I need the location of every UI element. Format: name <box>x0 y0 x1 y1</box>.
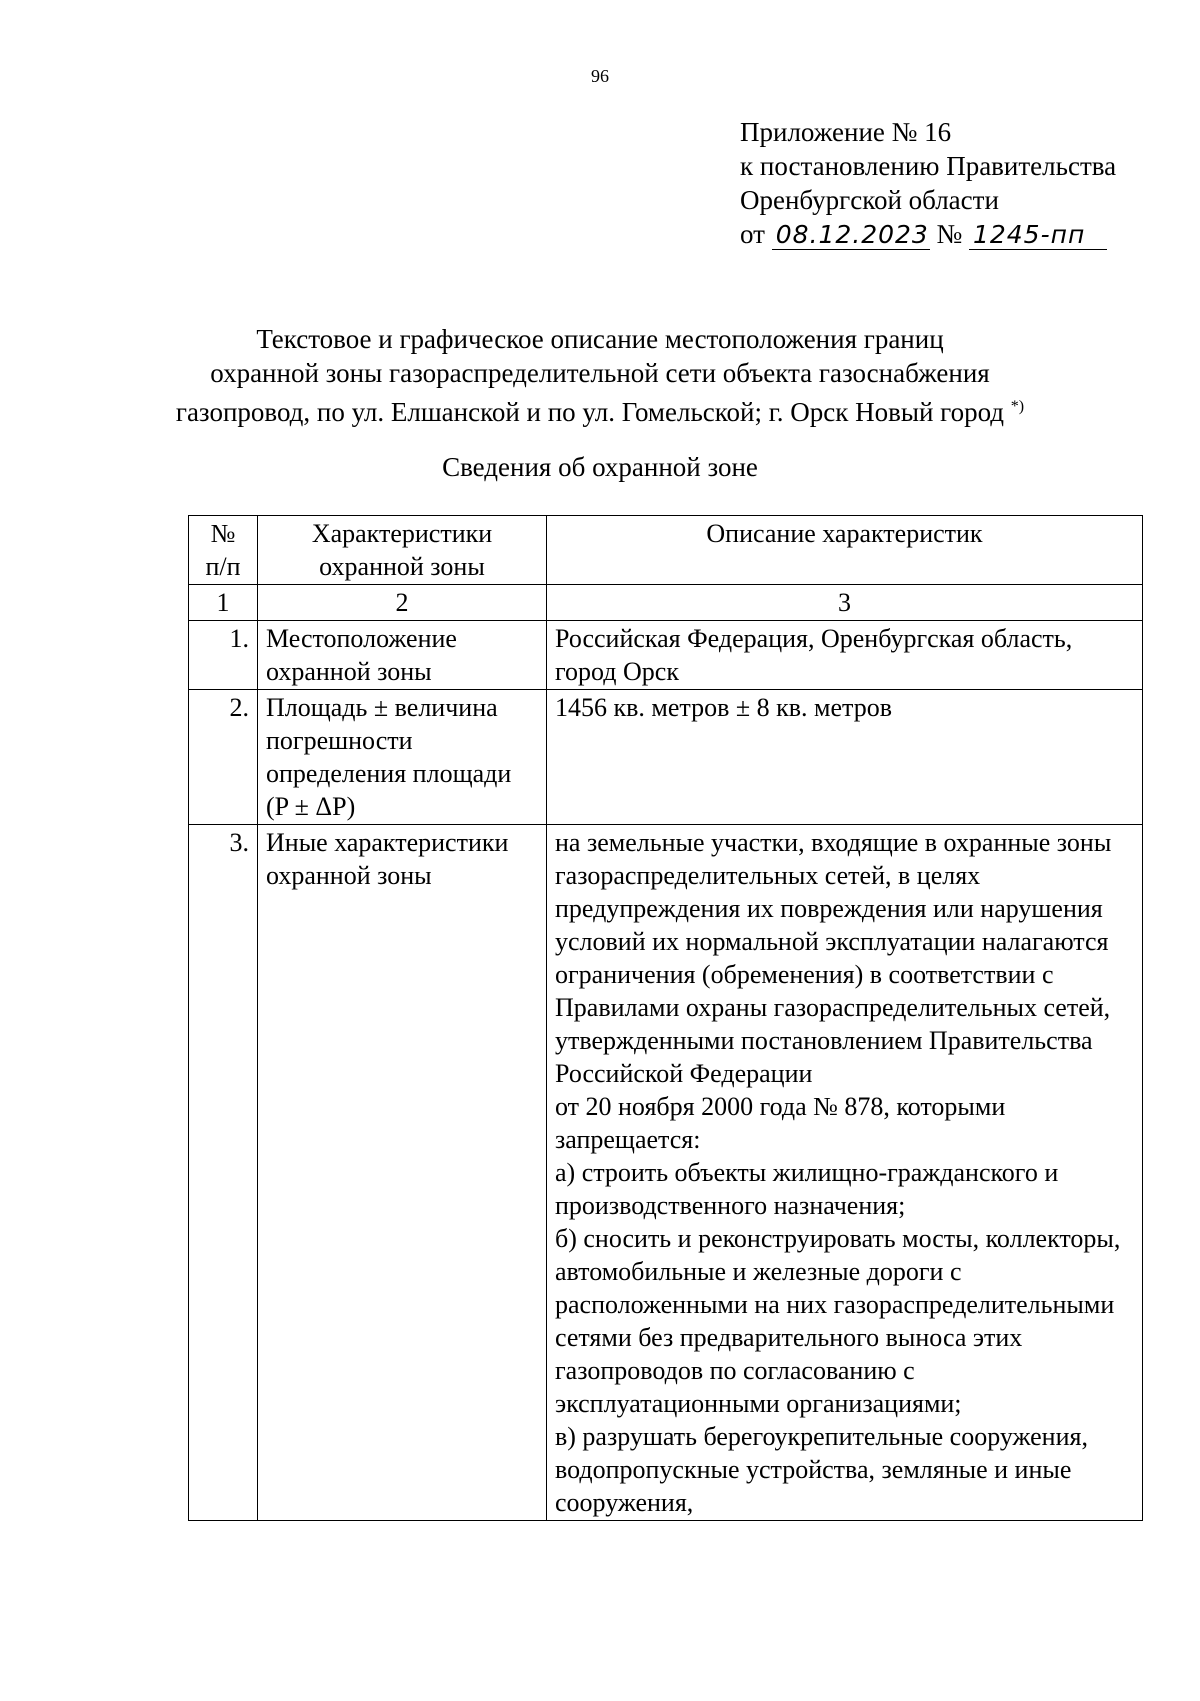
section-subtitle: Сведения об охранной зоне <box>442 452 758 482</box>
table-row <box>189 825 1143 1521</box>
table-row <box>189 621 1143 690</box>
handwritten-number: 1245-пп <box>969 221 1107 250</box>
footnote-mark: *) <box>1010 398 1025 415</box>
row-characteristic: Иные характеристики охранной зоны <box>258 825 547 1521</box>
row-characteristic: Местоположение охранной зоны <box>258 621 547 690</box>
table-index-row <box>189 585 1143 621</box>
row-description: Российская Федерация, Оренбургская область, город Орск <box>547 621 1143 690</box>
header-characteristics: Характеристики охранной зоны <box>258 516 547 585</box>
index-cell-2: 2 <box>258 585 547 621</box>
appendix-title: Приложение № 16 <box>740 117 952 147</box>
row-description: 1456 кв. метров ± 8 кв. метров <box>547 690 1143 825</box>
appendix-block <box>740 115 1116 251</box>
index-cell-1: 1 <box>189 585 258 621</box>
index-cell-3: 3 <box>547 585 1143 621</box>
appendix-region: Оренбургской области <box>740 185 999 215</box>
row-number: 2. <box>189 690 258 825</box>
title-line-1: Текстовое и графическое описание местоположения границ <box>256 324 944 354</box>
appendix-reference: к постановлению Правительства <box>740 151 1117 181</box>
appendix-from-label: от <box>740 219 765 249</box>
title-line-3-text: газопровод, по ул. Елшанской и по ул. Гомельской; г. Орск Новый город <box>175 397 1005 427</box>
restriction-intro: на земельные участки, входящие в охранные зоны газораспределительных сетей, в целях предупреждения их повреждения или нарушения условий их нормальной эксплуатации налагаются ограничения (обременения) в соответствии с Правилами охраны газораспределительных сетей, утвержденными постановлением Правительства Российской Федерации <box>555 828 1112 1088</box>
header-description: Описание характеристик <box>547 516 1143 585</box>
header-number: № п/п <box>189 516 258 585</box>
document-title <box>0 322 1200 429</box>
row-characteristic: Площадь ± величина погрешности определения площади (P ± ΔP) <box>258 690 547 825</box>
title-line-3 <box>0 390 1200 429</box>
title-line-2: охранной зоны газораспределительной сети объекта газоснабжения <box>210 358 990 388</box>
handwritten-date: 08.12.2023 <box>772 221 930 250</box>
page-number: 96 <box>591 66 609 86</box>
row-number: 1. <box>189 621 258 690</box>
zone-info-table <box>188 515 1143 1521</box>
table-row <box>189 690 1143 825</box>
restriction-item-c: в) разрушать берегоукрепительные сооружения, водопропускные устройства, земляные и иные сооружения, <box>555 1422 1088 1517</box>
restriction-item-b: б) сносить и реконструировать мосты, коллекторы, автомобильные и железные дороги с расположенными на них газораспределительными сетями без предварительного выноса этих газопроводов по согласованию с эксплуатационными организациями; <box>555 1224 1121 1418</box>
table-header-row <box>189 516 1143 585</box>
appendix-date-line <box>740 217 1116 251</box>
row-number: 3. <box>189 825 258 1521</box>
row-description <box>547 825 1143 1521</box>
restriction-item-a: а) строить объекты жилищно-гражданского и производственного назначения; <box>555 1158 1059 1220</box>
appendix-number-label: № <box>936 219 963 249</box>
restriction-decree: от 20 ноября 2000 года № 878, которыми запрещается: <box>555 1092 1006 1154</box>
